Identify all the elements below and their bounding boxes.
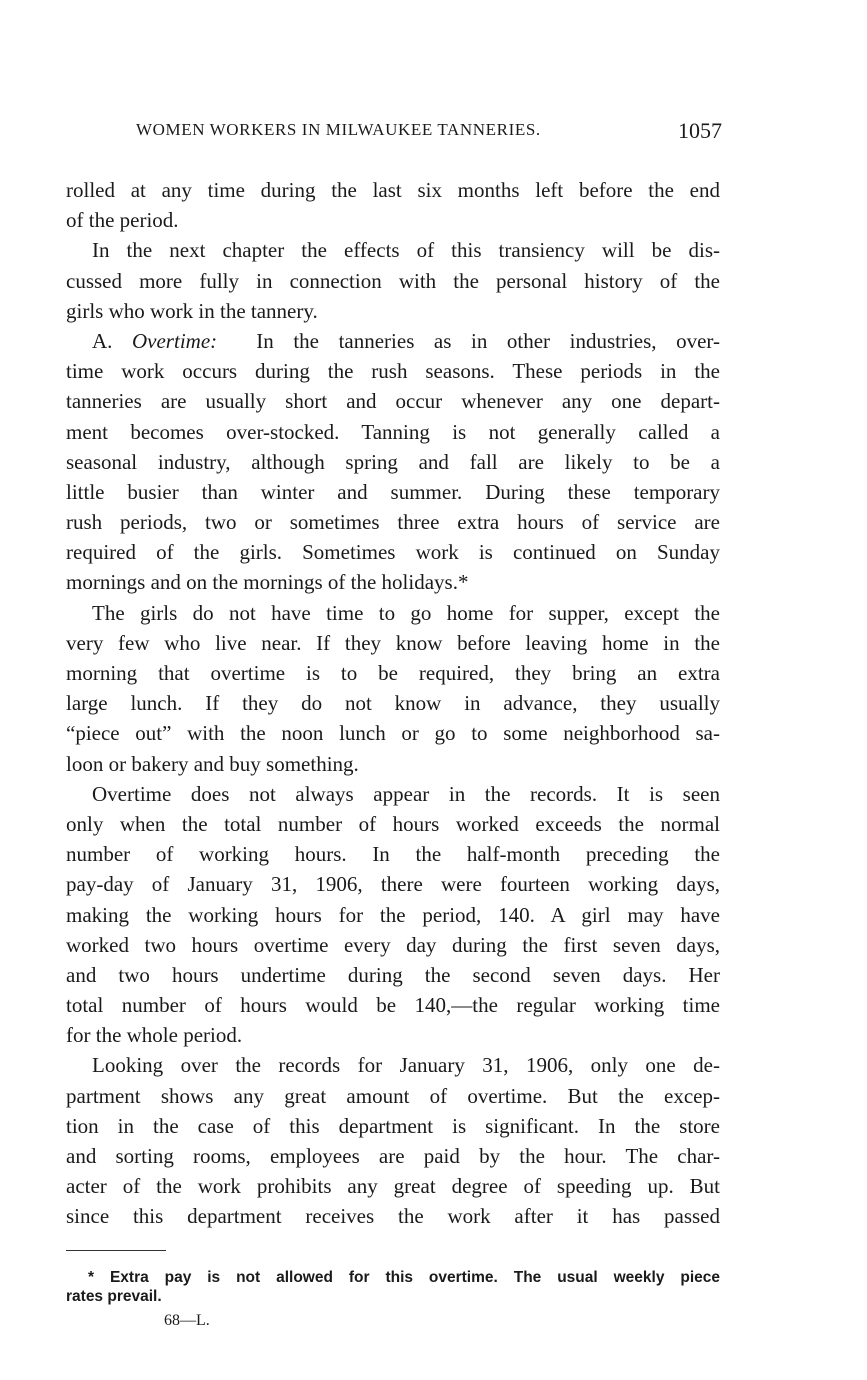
text-line: pay-day of January 31, 1906, there were fourteen working days, [66,872,720,897]
text-line: only when the total number of hours worked exceeds the normal [66,811,720,836]
footnote-line: * Extra pay is not allowed for this overtime. The usual weekly piece [88,1269,720,1286]
running-head [66,118,722,150]
text-line: number of working hours. In the half-month preceding the [66,842,720,867]
text-line: Overtime does not always appear in the records. It is seen [92,781,720,806]
text-line: large lunch. If they do not know in advance, they usually [66,691,720,716]
text-line: loon or bakery and buy something. [66,751,359,776]
text-line: of the period. [66,208,179,233]
overtime-heading-line [66,326,720,356]
footnote-line: rates prevail. [66,1288,162,1305]
text-line: Looking over the records for January 31, 1906, only one de- [92,1053,720,1078]
text-line: and two hours undertime during the second seven days. Her [66,962,720,987]
text-line: required of the girls. Sometimes work is continued on Sunday [66,540,720,565]
printer-signature: 68—L. [164,1312,210,1329]
text-line: little busier than winter and summer. During these temporary [66,479,720,504]
text-line: tion in the case of this department is significant. In the store [66,1113,720,1138]
text-line: girls who work in the tannery. [66,298,318,323]
section-heading-rest: In the tanneries as in other industries, over- [256,328,720,353]
section-letter: A. [92,328,113,353]
text-line: “piece out” with the noon lunch or go to some neighborhood sa- [66,721,720,746]
text-line: partment shows any great amount of overtime. But the excep- [66,1083,720,1108]
text-line: cussed more fully in connection with the personal history of the [66,268,720,293]
text-line: morning that overtime is to be required, they bring an extra [66,661,720,685]
text-line: tanneries are usually short and occur whenever any one depart- [66,389,720,414]
text-line: for the whole period. [66,1023,243,1048]
running-title: WOMEN WORKERS IN MILWAUKEE TANNERIES. [136,120,541,139]
text-line: very few who live near. If they know before leaving home in the [66,630,720,655]
text-line: rolled at any time during the last six months left before the end [66,178,720,202]
text-line: mornings and on the mornings of the holidays.* [66,570,469,595]
text-line: total number of hours would be 140,—the regular working time [66,993,720,1018]
text-line: worked two hours overtime every day during the first seven days, [66,932,720,957]
footnote-divider [66,1250,166,1251]
footnote [66,1268,720,1306]
text-line: seasonal industry, although spring and fall are likely to be a [66,449,720,474]
body-text [66,175,720,1232]
text-line: acter of the work prohibits any great degree of speeding up. But [66,1174,720,1199]
text-line: since this department receives the work after it has passed [66,1204,720,1229]
page-number: 1057 [678,118,722,143]
text-line: ment becomes over-stocked. Tanning is not generally called a [66,419,720,444]
text-line: time work occurs during the rush seasons. These periods in the [66,359,720,384]
text-line: In the next chapter the effects of this transiency will be dis- [92,238,720,263]
text-line: and sorting rooms, employees are paid by the hour. The char- [66,1144,720,1168]
section-heading: Overtime: [132,328,218,353]
text-line: The girls do not have time to go home for supper, except the [92,600,720,625]
text-line: making the working hours for the period, 140. A girl may have [66,902,720,927]
text-line: rush periods, two or sometimes three extra hours of service are [66,510,720,535]
